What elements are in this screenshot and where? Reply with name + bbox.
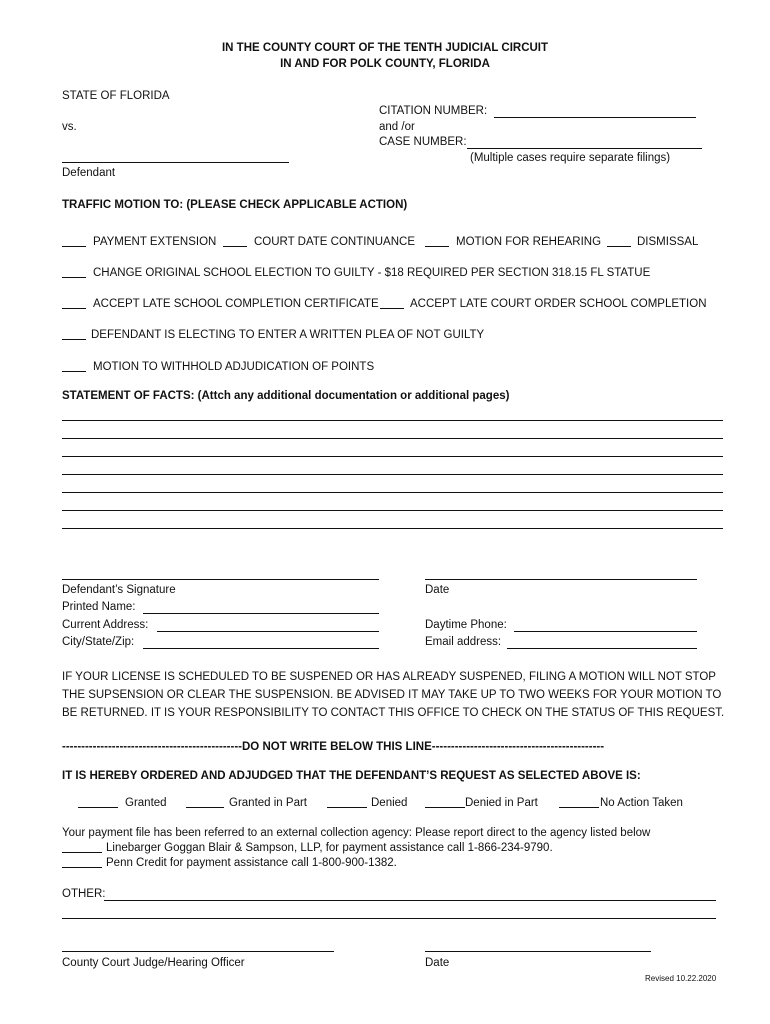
change-school-election-label: CHANGE ORIGINAL SCHOOL ELECTION TO GUILTY - $18 REQUIRED PER SECTION 318.15 FL STATUE bbox=[93, 267, 651, 279]
do-not-write-divider bbox=[62, 740, 604, 754]
other-label: OTHER: bbox=[62, 888, 106, 900]
no-action-taken-label: No Action Taken bbox=[600, 797, 683, 809]
motion-for-rehearing-checkbox[interactable] bbox=[425, 246, 449, 247]
facts-line[interactable] bbox=[62, 510, 723, 511]
and-or-label: and /or bbox=[379, 121, 415, 133]
motion-heading: TRAFFIC MOTION TO: (PLEASE CHECK APPLICABLE ACTION) bbox=[62, 199, 408, 211]
facts-line[interactable] bbox=[62, 474, 723, 475]
denied-in-part-checkbox[interactable] bbox=[425, 807, 465, 808]
judge-signature-field[interactable] bbox=[62, 951, 334, 952]
granted-label: Granted bbox=[125, 797, 167, 809]
notice-line-1: IF YOUR LICENSE IS SCHEDULED TO BE SUSPENED OR HAS ALREADY SUSPENED, FILING A MOTION WILL NOT STOP bbox=[62, 671, 716, 683]
court-date-continuance-checkbox[interactable] bbox=[223, 246, 247, 247]
facts-line[interactable] bbox=[62, 438, 723, 439]
change-school-election-checkbox[interactable] bbox=[62, 277, 86, 278]
granted-in-part-checkbox[interactable] bbox=[186, 807, 224, 808]
linebarger-text: Linebarger Goggan Blair & Sampson, LLP, for payment assistance call 1-866-234-9790. bbox=[106, 842, 553, 854]
citation-number-field[interactable] bbox=[494, 117, 696, 118]
collection-intro: Your payment file has been referred to an external collection agency: Please report direct to the agency listed below bbox=[62, 827, 651, 839]
defendant-date-field[interactable] bbox=[425, 579, 697, 580]
accept-late-court-order-label: ACCEPT LATE COURT ORDER SCHOOL COMPLETION bbox=[410, 298, 707, 310]
daytime-phone-field[interactable] bbox=[514, 631, 697, 632]
denied-checkbox[interactable] bbox=[327, 807, 367, 808]
plea-not-guilty-checkbox[interactable] bbox=[62, 339, 86, 340]
current-address-field[interactable] bbox=[157, 631, 379, 632]
linebarger-checkbox[interactable] bbox=[62, 852, 102, 853]
withhold-adjudication-checkbox[interactable] bbox=[62, 371, 86, 372]
defendant-signature-field[interactable] bbox=[62, 579, 379, 580]
payment-extension-label: PAYMENT EXTENSION bbox=[93, 236, 217, 248]
city-state-zip-field[interactable] bbox=[143, 648, 379, 649]
divider-text: DO NOT WRITE BELOW THIS LINE bbox=[242, 741, 432, 753]
facts-line[interactable] bbox=[62, 420, 723, 421]
granted-in-part-label: Granted in Part bbox=[229, 797, 307, 809]
case-number-field[interactable] bbox=[467, 148, 702, 149]
no-action-taken-checkbox[interactable] bbox=[559, 807, 599, 808]
order-heading: IT IS HEREBY ORDERED AND ADJUDGED THAT THE DEFENDANT’S REQUEST AS SELECTED ABOVE IS: bbox=[62, 770, 641, 782]
accept-late-court-order-checkbox[interactable] bbox=[380, 308, 404, 309]
printed-name-field[interactable] bbox=[143, 613, 379, 614]
defendant-date-label: Date bbox=[425, 584, 450, 596]
defendant-signature-label: Defendant’s Signature bbox=[62, 584, 176, 596]
withhold-adjudication-label: MOTION TO WITHHOLD ADJUDICATION OF POINTS bbox=[93, 361, 375, 373]
dismissal-checkbox[interactable] bbox=[607, 246, 631, 247]
daytime-phone-label: Daytime Phone: bbox=[425, 619, 507, 631]
other-field[interactable] bbox=[104, 900, 716, 901]
penn-credit-checkbox[interactable] bbox=[62, 867, 102, 868]
revised-date: Revised 10.22.2020 bbox=[645, 974, 717, 983]
facts-line[interactable] bbox=[62, 456, 723, 457]
judge-label: County Court Judge/Hearing Officer bbox=[62, 957, 245, 969]
facts-heading: STATEMENT OF FACTS: (Attch any additional documentation or additional pages) bbox=[62, 390, 510, 402]
judge-date-field[interactable] bbox=[425, 951, 651, 952]
granted-checkbox[interactable] bbox=[78, 807, 118, 808]
citation-label: CITATION NUMBER: bbox=[379, 105, 488, 117]
payment-extension-checkbox[interactable] bbox=[62, 246, 86, 247]
facts-line[interactable] bbox=[62, 528, 723, 529]
defendant-name-field[interactable] bbox=[62, 162, 289, 163]
judge-date-label: Date bbox=[425, 957, 450, 969]
court-county: IN AND FOR POLK COUNTY, FLORIDA bbox=[280, 58, 490, 70]
accept-late-school-checkbox[interactable] bbox=[62, 308, 86, 309]
other-field-line-2[interactable] bbox=[62, 918, 716, 919]
denied-label: Denied bbox=[371, 797, 408, 809]
notice-line-3: BE RETURNED. IT IS YOUR RESPONSIBILITY TO CONTACT THIS OFFICE TO CHECK ON THE STATUS OF THIS REQUEST. bbox=[62, 707, 725, 719]
current-address-label: Current Address: bbox=[62, 619, 149, 631]
accept-late-school-label: ACCEPT LATE SCHOOL COMPLETION CERTIFICATE bbox=[93, 298, 379, 310]
multiple-cases-note: (Multiple cases require separate filings) bbox=[470, 152, 671, 164]
dismissal-label: DISMISSAL bbox=[637, 236, 699, 248]
state-label: STATE OF FLORIDA bbox=[62, 90, 170, 102]
email-label: Email address: bbox=[425, 636, 502, 648]
defendant-label: Defendant bbox=[62, 167, 116, 179]
penn-credit-text: Penn Credit for payment assistance call 1-800-900-1382. bbox=[106, 857, 397, 869]
court-title: IN THE COUNTY COURT OF THE TENTH JUDICIAL CIRCUIT bbox=[221, 42, 549, 54]
plea-not-guilty-label: DEFENDANT IS ELECTING TO ENTER A WRITTEN PLEA OF NOT GUILTY bbox=[91, 329, 485, 341]
denied-in-part-label: Denied in Part bbox=[465, 797, 538, 809]
motion-for-rehearing-label: MOTION FOR REHEARING bbox=[456, 236, 602, 248]
printed-name-label: Printed Name: bbox=[62, 601, 136, 613]
court-date-continuance-label: COURT DATE CONTINUANCE bbox=[254, 236, 416, 248]
divider-dashes-left: ----------------------------------------------- bbox=[62, 741, 242, 753]
facts-line[interactable] bbox=[62, 492, 723, 493]
divider-dashes-right: --------------------------------------------- bbox=[431, 741, 605, 753]
city-state-zip-label: City/State/Zip: bbox=[62, 636, 135, 648]
email-field[interactable] bbox=[507, 648, 697, 649]
case-label: CASE NUMBER: bbox=[379, 136, 467, 148]
notice-line-2: THE SUPSENSION OR CLEAR THE SUSPENSION. BE ADVISED IT MAY TAKE UP TO TWO WEEKS FOR YOUR MOTION TO bbox=[62, 689, 722, 701]
vs-label: vs. bbox=[62, 121, 77, 133]
